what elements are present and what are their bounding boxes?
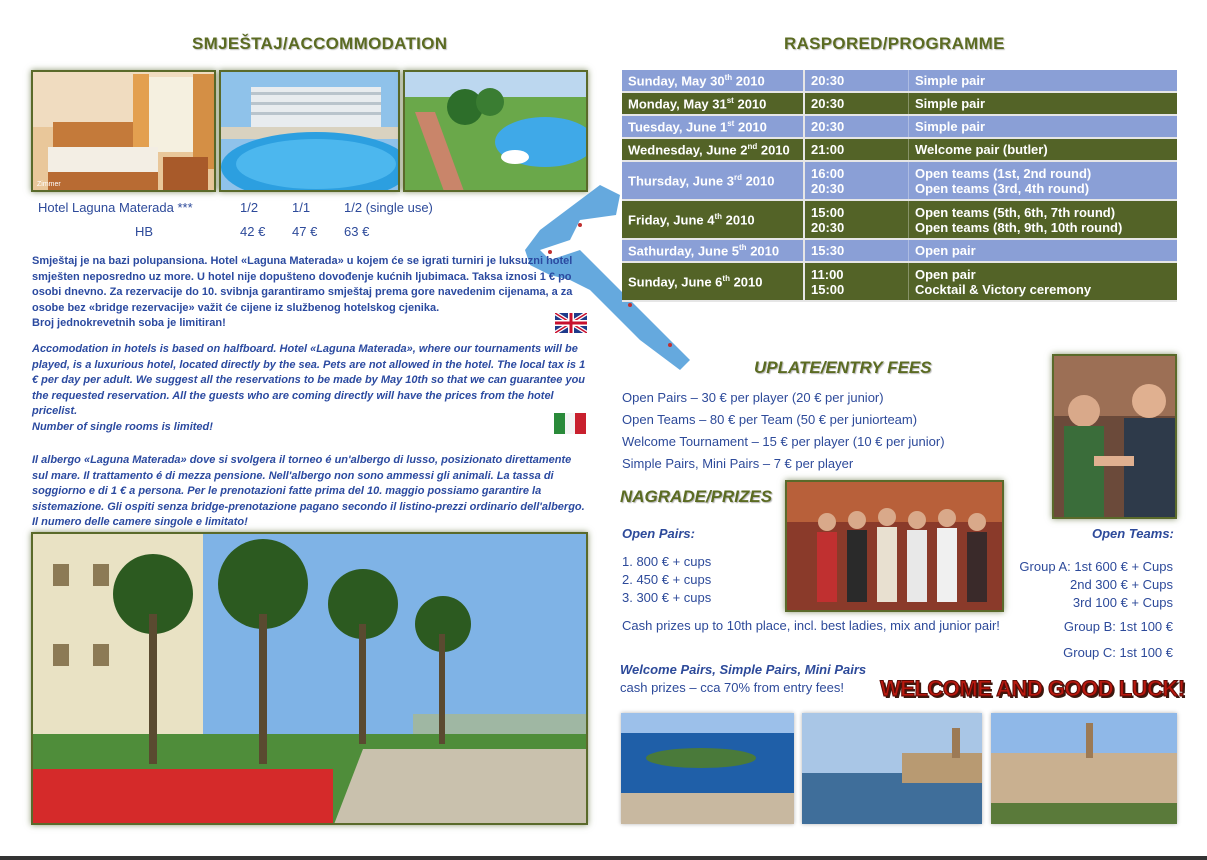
- coast-photo-3: [991, 713, 1177, 824]
- fees-title: UPLATE/ENTRY FEES: [754, 358, 932, 377]
- players-handshake-photo: [1052, 354, 1177, 519]
- accommodation-title: SMJEŠTAJ/ACCOMMODATION: [192, 34, 448, 53]
- pool-illustration: [221, 72, 400, 192]
- schedule-row: Sathurday, June 5th 2010 15:30 Open pair: [622, 240, 1177, 263]
- coast-illustration-2: [802, 713, 982, 824]
- fee-item: Welcome Tournament – 15 € per player (10 € per junior): [622, 434, 945, 449]
- schedule-table: [622, 70, 1177, 302]
- fee-item: Simple Pairs, Mini Pairs – 7 € per player: [622, 456, 854, 471]
- coast-illustration-1: [621, 713, 794, 824]
- price-row-label: HB: [135, 224, 154, 239]
- schedule-row: Friday, June 4th 2010 15:00 20:30 Open teams (5th, 6th, 7th round) Open teams (8th, 9th, 10th round): [622, 201, 1177, 240]
- open-pairs-label: Open Pairs:: [622, 526, 695, 541]
- cash-prize-note: Cash prizes up to 10th place, incl. best ladies, mix and junior pair!: [622, 618, 1000, 633]
- fees-list: [622, 387, 945, 475]
- price-col-single: 1/2 (single use): [344, 200, 433, 215]
- hotel-garden-photo: [403, 70, 588, 192]
- garden-illustration: [405, 72, 588, 192]
- hotel-name: Hotel Laguna Materada ***: [38, 200, 193, 215]
- fee-item: Open Pairs – 30 € per player (20 € per junior): [622, 390, 884, 405]
- winners-photo: [785, 480, 1004, 612]
- open-pairs-prizes: 1. 800 € + cups 2. 450 € + cups 3. 300 € + cups: [622, 554, 712, 605]
- programme-title: RASPORED/PROGRAMME: [784, 34, 1005, 53]
- price-single: 63 €: [344, 224, 370, 239]
- winners-illustration: [787, 482, 1004, 612]
- open-teams-prizes: Group A: 1st 600 € + Cups 2nd 300 € + Cups 3rd 100 € + Cups: [1019, 559, 1173, 610]
- group-c-prize: Group C: 1st 100 €: [1063, 645, 1173, 660]
- schedule-row: Thursday, June 3rd 2010 16:00 20:30 Open teams (1st, 2nd round) Open teams (3rd, 4th round): [622, 162, 1177, 201]
- price-col-half: 1/2: [240, 200, 259, 215]
- price-full: 47 €: [292, 224, 318, 239]
- price-col-full: 1/1: [292, 200, 311, 215]
- schedule-row: Monday, May 31st 2010 20:30 Simple pair: [622, 93, 1177, 116]
- schedule-row: Wednesday, June 2nd 2010 21:00 Welcome pair (butler): [622, 139, 1177, 162]
- page-bottom-rule: [0, 856, 1207, 860]
- schedule-row: Sunday, May 30th 2010 20:30 Simple pair: [622, 70, 1177, 93]
- photo-caption: Zimmer: [37, 181, 61, 188]
- schedule-row: Tuesday, June 1st 2010 20:30 Simple pair: [622, 116, 1177, 139]
- uk-flag-icon: [555, 313, 587, 333]
- open-teams-label: Open Teams:: [1092, 526, 1174, 541]
- welcome-pairs-label: Welcome Pairs, Simple Pairs, Mini Pairs: [620, 662, 867, 677]
- handshake-illustration: [1054, 356, 1177, 519]
- coast-photo-2: [802, 713, 982, 824]
- fee-item: Open Teams – 80 € per Team (50 € per juniorteam): [622, 412, 918, 427]
- prizes-title: NAGRADE/PRIZES: [620, 487, 773, 506]
- coast-photo-1: [621, 713, 794, 824]
- promenade-illustration: [33, 534, 588, 825]
- hotel-room-illustration: [33, 72, 216, 192]
- accommodation-text-it: Il albergo «Laguna Materada» dove si svolgera il torneo é un'albergo di lusso, posizionato direttamente sul mare. Il trattamento é di mezza pensione. Nell'albergo non sono ammessi gli animali. La tassa di soggiorno e di 1 € a persona. Per le prenotazioni fatte prima del 10. maggio possiamo garantire la sistemazione. Gli ospiti senza bridge-prenotazione pagano secondo il listino-prezzi ordinario dell'albergo. Il numero delle camere singole e limitato!: [32, 454, 585, 528]
- hotel-pool-photo: [219, 70, 400, 192]
- welcome-slogan: WELCOME AND GOOD LUCK!: [880, 676, 1185, 701]
- welcome-pairs-note: cash prizes – cca 70% from entry fees!: [620, 680, 844, 695]
- italy-flag-icon: [554, 413, 586, 434]
- group-b-prize: Group B: 1st 100 €: [1063, 619, 1173, 634]
- hotel-room-photo: [31, 70, 216, 192]
- schedule-row: Sunday, June 6th 2010 11:00 15:00 Open pair Cocktail & Victory ceremony: [622, 263, 1177, 302]
- price-half: 42 €: [240, 224, 266, 239]
- accommodation-text-en: Accomodation in hotels is based on halfboard. Hotel «Laguna Materada», where our tournaments will be played, is a luxurious hotel, located directly by the sea. Pets are not allowed in the hotel. The local tax is 1 € per day per adult. We suggest all the reservations to be made by May 10th so that we can guarantee you the requested reservation. All the guests who are coming directly will have the prices from the hotel pricelist. Number of single rooms is limited!: [32, 343, 586, 433]
- coast-illustration-3: [991, 713, 1177, 824]
- accommodation-text-hr: Smještaj je na bazi polupansiona. Hotel «Laguna Materada» u kojem će se igrati turniri je luksuzni hotel smješten neposredno uz more. U hotel nije dopušteno dovođenje kućnih ljubimaca. Taksa iznosi 1 € po osobi dnevno. Za rezervacije do 10. svibnja garantiramo smještaj prema gore navedenim cijenama, a za osobe bez «bridge rezervacije» važit će cijene iz službenog hotelskog cjenika. Broj jednokrevetnih soba je limitiran!: [32, 255, 573, 329]
- promenade-photo: [31, 532, 588, 825]
